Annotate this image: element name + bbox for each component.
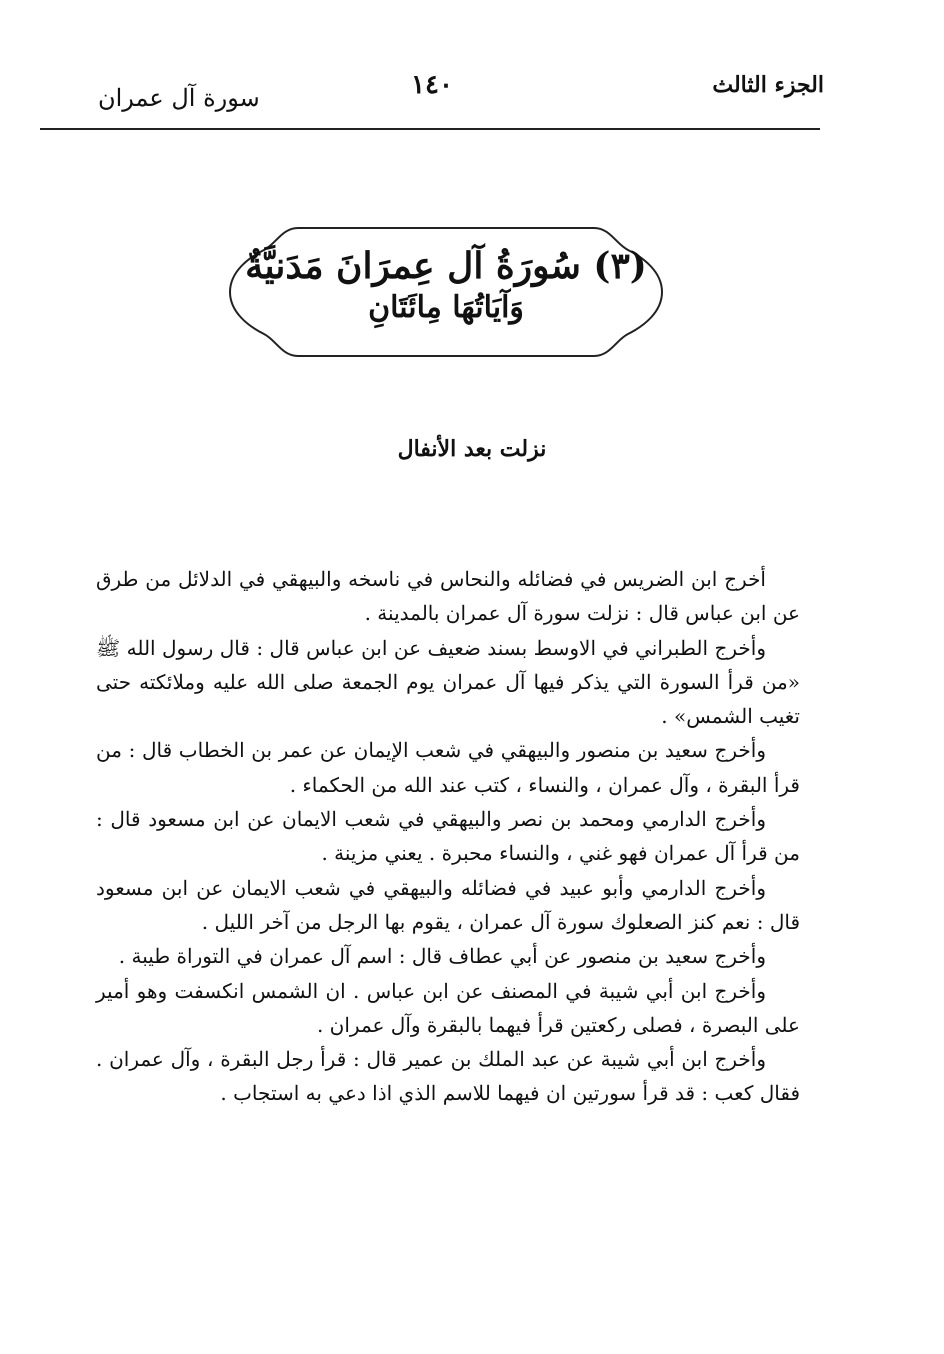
volume-label: الجزء الثالث: [712, 72, 824, 98]
paragraph: وأخرج سعيد بن منصور عن أبي عطاف قال : اسم آل عمران في التوراة طيبة .: [118, 944, 766, 969]
paragraph: وأخرج الدارمي ومحمد بن نصر والبيهقي في شعب الايمان عن ابن مسعود قال : من قرأ آل عمران فهو غني ، والنساء محبرة . يعني مزينة .: [96, 807, 800, 866]
surah-title: (٣) سُورَةُ آل عِمرَانَ مَدَنيَّةٌ: [245, 245, 647, 287]
paragraph: وأخرج ابن أبي شيبة عن عبد الملك بن عمير قال : قرأ رجل البقرة ، وآل عمران . فقال كعب : قد قرأ سورتين ان فيهما للاسم الذي اذا دعي به استجاب .: [96, 1047, 800, 1106]
paragraph: وأخرج ابن أبي شيبة في المصنف عن ابن عباس . ان الشمس انكسفت وهو أمير على البصرة ، فصلى ركعتين قرأ فيهما بالبقرة وآل عمران .: [96, 978, 800, 1037]
paragraph: وأخرج سعيد بن منصور والبيهقي في شعب الإيمان عن عمر بن الخطاب قال : من قرأ البقرة ، وآل عمران ، والنساء ، كتب عند الله من الحكماء .: [96, 738, 800, 797]
header-rule: [40, 128, 820, 130]
page-number: ١٤٠: [411, 70, 453, 100]
paragraph: وأخرج الطبراني في الاوسط بسند ضعيف عن ابن عباس قال : قال رسول الله ﷺ «من قرأ السورة التي يذكر فيها آل عمران يوم الجمعة صلى الله عليه وملائكته حتى تغيب الشمس» .: [96, 635, 800, 729]
paragraph: وأخرج الدارمي وأبو عبيد في فضائله والبيهقي في شعب الايمان عن ابن مسعود قال : نعم كنز الصعلوك سورة آل عمران ، يقوم بها الرجل من آخر الليل .: [96, 875, 800, 934]
surah-verse-count: وَآيَاتُهَا مِائَتَانِ: [368, 290, 524, 325]
surah-cartouche: [228, 226, 664, 358]
surah-running-title: سورة آل عمران: [98, 84, 260, 112]
running-header: [40, 72, 824, 120]
paragraph: أخرج ابن الضريس في فضائله والنحاس في ناسخه والبيهقي في الدلائل من طرق عن ابن عباس قال : نزلت سورة آل عمران بالمدينة .: [96, 567, 800, 626]
revelation-note: نزلت بعد الأنفال: [397, 436, 547, 462]
body-text: [96, 562, 800, 1111]
